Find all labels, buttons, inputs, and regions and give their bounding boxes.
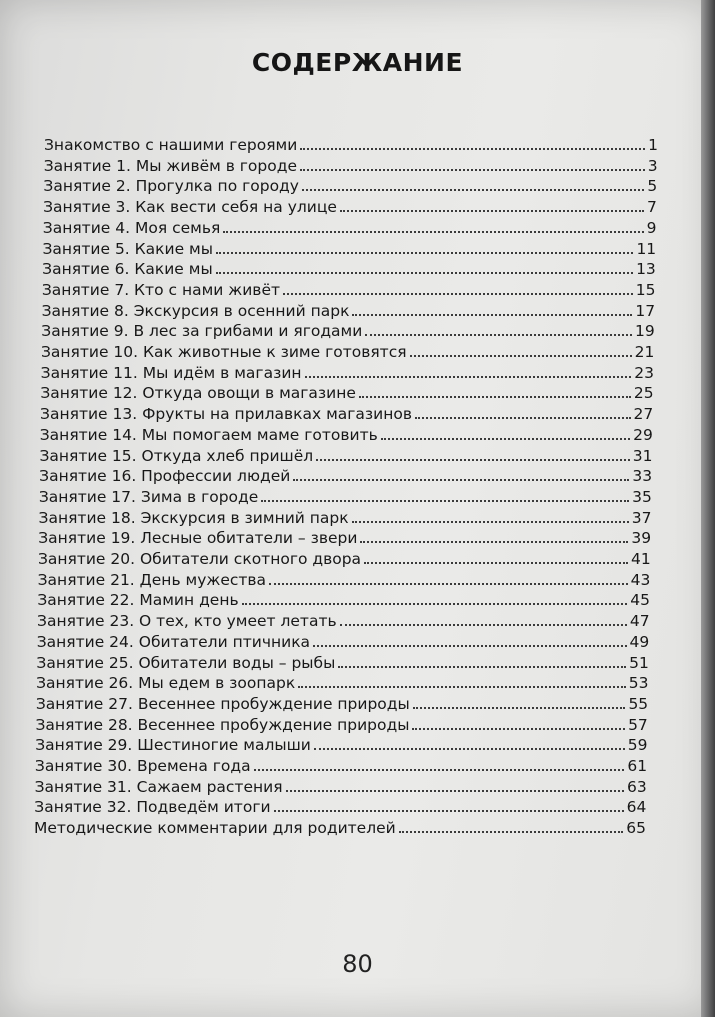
toc-entry — [38, 527, 651, 547]
toc-entry-title: Занятие 3. Как вести себя на улице — [43, 198, 337, 217]
toc-entry — [39, 507, 652, 527]
toc-entry-title: Занятие 29. Шестиногие малыши — [35, 736, 311, 755]
toc-entry — [35, 755, 647, 775]
toc-entry-page: 11 — [636, 239, 657, 258]
toc-entry-title: Занятие 31. Сажаем растения — [34, 777, 283, 796]
toc-entry — [34, 796, 646, 816]
toc-entry-title: Занятие 21. День мужества — [37, 570, 267, 589]
toc-entry-title: Методические комментарии для родителей — [34, 819, 396, 838]
toc-entry — [43, 196, 657, 216]
toc-entry-page: 29 — [633, 425, 653, 444]
toc-entry — [36, 672, 648, 692]
toc-entry-title: Занятие 28. Весеннее пробуждение природы — [35, 715, 410, 734]
toc-entry-title: Занятие 13. Фрукты на прилавках магазинов — [40, 405, 413, 424]
dot-leader — [365, 320, 632, 336]
dot-leader — [313, 631, 626, 647]
toc-entry — [40, 403, 653, 423]
toc-entry — [39, 465, 652, 485]
dot-leader — [223, 217, 643, 233]
toc-entry — [42, 279, 656, 299]
toc-entry — [36, 714, 648, 734]
toc-entry-title: Занятие 10. Как животные к зиме готовятся — [40, 343, 407, 361]
toc-entry-page: 3 — [647, 156, 658, 175]
toc-entry-title: Занятие 26. Мы едем в зоопарк — [36, 674, 296, 693]
dot-leader — [360, 527, 628, 543]
toc-entry-title: Занятие 2. Прогулка по городу — [43, 177, 299, 196]
dot-leader — [216, 258, 633, 274]
toc-entry-title: Занятие 22. Мамин день — [37, 591, 239, 610]
dot-leader — [381, 424, 630, 440]
toc-entry — [35, 776, 647, 796]
toc-entry — [42, 238, 656, 258]
toc-entry-page: 47 — [629, 612, 650, 631]
page-number: 80 — [342, 950, 373, 978]
toc-entry — [41, 320, 654, 340]
toc-entry — [43, 175, 657, 195]
toc-entry-page: 15 — [635, 280, 656, 299]
dot-leader — [340, 196, 644, 212]
toc-entry-title: Занятие 7. Кто с нами живёт — [41, 280, 281, 299]
toc-entry-page: 41 — [630, 550, 651, 568]
toc-entry-page: 9 — [646, 218, 657, 237]
dot-leader — [364, 548, 628, 564]
toc-entry-page: 37 — [631, 508, 652, 527]
toc-entry-title: Занятие 20. Обитатели скотного двора — [37, 550, 362, 568]
dot-leader — [352, 300, 632, 316]
dot-leader — [298, 672, 626, 688]
toc-entry-title: Занятие 16. Профессии людей — [39, 467, 291, 486]
toc-entry-title: Занятие 23. О тех, кто умеет летать — [37, 612, 337, 631]
toc-entry-title: Занятие 14. Мы помогаем маме готовить — [39, 425, 378, 444]
dot-leader — [412, 714, 625, 730]
toc-entry-page: 5 — [647, 177, 658, 196]
toc-entry — [40, 424, 653, 444]
toc-entry — [38, 569, 651, 589]
toc-entry-title: Занятие 12. Откуда овощи в магазине — [40, 384, 356, 403]
dot-leader — [305, 362, 632, 378]
toc-entry — [36, 652, 648, 672]
toc-entry-page: 64 — [626, 798, 647, 817]
toc-entry-title: Знакомство с нашими героями — [44, 136, 298, 154]
toc-entry-page: 13 — [636, 260, 656, 279]
toc-entry-page: 57 — [628, 715, 648, 734]
toc-entry — [37, 589, 650, 609]
toc-entry-page: 45 — [630, 591, 650, 610]
toc-entry-title: Занятие 32. Подведём итоги — [34, 798, 271, 817]
toc-entry-title: Занятие 4. Моя семья — [42, 218, 221, 237]
toc-entry-page: 35 — [632, 487, 652, 506]
page-title: СОДЕРЖАНИЕ — [251, 48, 464, 77]
toc-entry-page: 1 — [648, 136, 658, 154]
dot-leader — [216, 238, 633, 254]
toc-entry-title: Занятие 27. Весеннее пробуждение природы — [35, 694, 410, 713]
toc-entry-title: Занятие 17. Зима в городе — [38, 487, 259, 506]
toc-entry — [37, 631, 650, 651]
toc-entry-page: 43 — [630, 570, 651, 589]
toc-entry-page: 49 — [629, 632, 650, 651]
dot-leader — [300, 134, 645, 150]
dot-leader — [314, 734, 625, 750]
toc-entry — [43, 217, 657, 237]
dot-leader — [410, 341, 632, 357]
toc-entry-title: Занятие 5. Какие мы — [42, 239, 213, 258]
toc-entry — [36, 693, 648, 713]
toc-entry-page: 59 — [627, 736, 648, 755]
toc-entry — [41, 341, 654, 361]
toc-entry — [35, 734, 647, 754]
dot-leader — [261, 486, 629, 502]
toc-entry — [38, 548, 651, 568]
toc-entry-title: Занятие 18. Экскурсия в зимний парк — [38, 508, 349, 527]
dot-leader — [254, 755, 625, 771]
dot-leader — [302, 175, 644, 191]
toc-entry-title: Занятие 1. Мы живём в городе — [43, 156, 297, 175]
toc-entry-page: 51 — [629, 653, 649, 672]
toc-entry-page: 19 — [634, 322, 655, 341]
dot-leader — [413, 693, 626, 709]
toc-entry-page: 55 — [628, 694, 649, 713]
dot-leader — [340, 610, 627, 626]
toc-entry — [44, 134, 658, 154]
toc-entry — [41, 362, 654, 382]
dot-leader — [338, 652, 626, 668]
toc-entry-title: Занятие 15. Откуда хлеб пришёл — [39, 446, 314, 465]
dot-leader — [286, 776, 624, 792]
dot-leader — [283, 279, 633, 295]
toc-entry-page: 63 — [626, 777, 647, 796]
toc-entry-page: 21 — [634, 343, 655, 361]
toc-entry — [44, 155, 658, 175]
toc-entry-page: 17 — [635, 301, 656, 320]
toc-entry-page: 31 — [632, 446, 653, 465]
toc-entry — [42, 258, 656, 278]
toc-entry-page: 23 — [634, 363, 654, 382]
toc-entry-title: Занятие 24. Обитатели птичника — [36, 632, 311, 651]
dot-leader — [293, 465, 629, 481]
toc-entry-page: 7 — [647, 198, 657, 217]
toc-entry-page: 27 — [633, 405, 654, 424]
toc-entry-title: Занятие 25. Обитатели воды – рыбы — [36, 653, 336, 672]
toc-entry-title: Занятие 6. Какие мы — [42, 260, 213, 279]
dot-leader — [399, 817, 624, 833]
toc-entry — [37, 610, 650, 630]
toc-entry-page: 53 — [628, 674, 649, 693]
dot-leader — [269, 569, 628, 585]
toc-entry-title: Занятие 8. Экскурсия в осенний парк — [41, 301, 350, 320]
dot-leader — [242, 589, 628, 605]
dot-leader — [352, 507, 629, 523]
toc-entry — [39, 486, 652, 506]
toc-entry-title: Занятие 9. В лес за грибами и ягодами — [41, 322, 363, 341]
toc-entry — [39, 445, 652, 465]
dot-leader — [359, 382, 631, 398]
toc-entry-page: 39 — [631, 529, 652, 548]
toc-entry-page: 65 — [626, 819, 646, 838]
toc-entry-page: 25 — [633, 384, 654, 403]
toc-entry-title: Занятие 19. Лесные обитатели – звери — [38, 529, 358, 548]
toc-entry-page: 61 — [627, 757, 648, 775]
dot-leader — [415, 403, 631, 419]
dot-leader — [300, 155, 645, 171]
toc-entry-title: Занятие 30. Времена года — [34, 757, 251, 775]
dot-leader — [274, 796, 624, 812]
toc-entry-title: Занятие 11. Мы идём в магазин — [40, 363, 302, 382]
dot-leader — [316, 445, 630, 461]
toc-entry-page: 33 — [632, 467, 653, 486]
toc-entry — [42, 300, 656, 320]
toc-entry — [34, 817, 646, 837]
book-edge-shadow — [701, 0, 715, 1017]
toc-entry — [40, 382, 653, 402]
